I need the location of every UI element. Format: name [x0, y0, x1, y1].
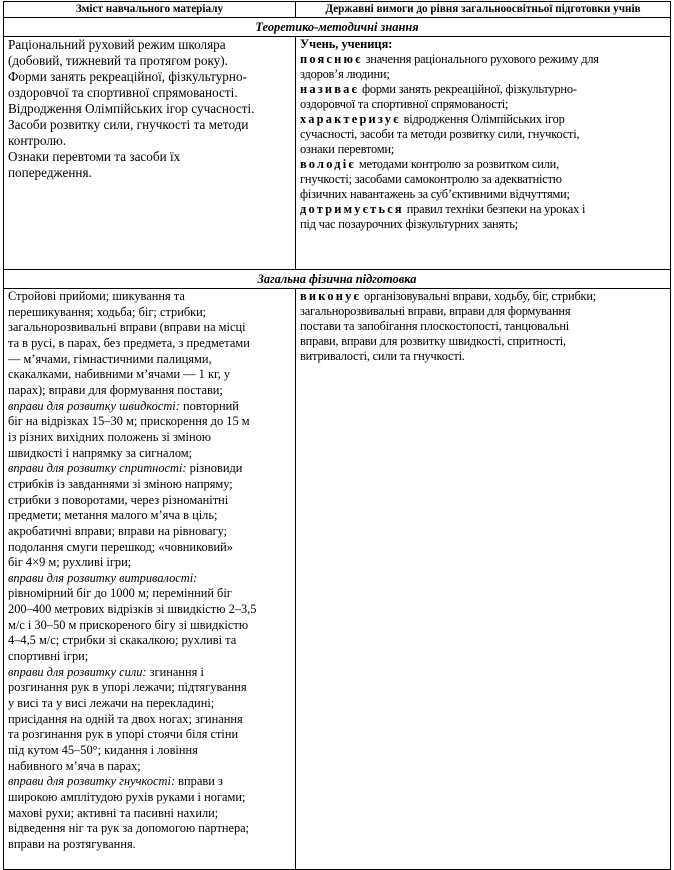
content-text: стрибків із завданнями зі зміною напряму; [8, 476, 233, 491]
section-title-row [4, 270, 671, 289]
content-text: та в русі, в парах, без предмета, з предметами [8, 335, 250, 350]
requirement-line [300, 349, 666, 364]
requirement-text: фізичних навантажень за суб’єктивними відчуттями; [300, 187, 570, 201]
content-text: у висі та у висі лежачи на перекладині; [8, 696, 215, 711]
content-text: широкою амплітудою рухів руками і ногами; [8, 790, 246, 804]
header-requirements-column: Державні вимоги до рівня загальноосвітньої підготовки учнів [296, 2, 671, 18]
content-line: попередження. [8, 165, 92, 180]
requirement-text: відродження Олімпійських ігор [403, 112, 565, 126]
content-line [8, 430, 291, 446]
content-cell-physical [4, 289, 296, 870]
requirement-line [300, 97, 666, 112]
content-line [8, 665, 291, 681]
content-text: стрибки з поворотами, через різноманітні [8, 492, 229, 507]
content-text: 200–400 метрових відрізків зі швидкістю 2–3,5 [8, 602, 257, 617]
requirement-verb: дотримується [300, 202, 404, 216]
requirement-text: під час позаурочних фізкультурних занять; [300, 217, 518, 231]
content-line [8, 461, 291, 477]
header-content-column: Зміст навчального матеріалу [4, 2, 296, 18]
content-line [8, 837, 291, 853]
content-line: контролю. [8, 133, 67, 148]
requirement-lines [300, 289, 666, 364]
content-text: рівномірний біг до 1000 м; перемінний біг [8, 586, 232, 601]
requirement-text: організовувальні вправи, ходьбу, біг, стрибки; [364, 289, 597, 303]
content-line: Форми занять рекреаційної, фізкультурно- [8, 69, 247, 84]
section-title-theory: Теоретико-методичні знання [4, 18, 671, 37]
student-intro: Учень, учениця: [300, 37, 393, 51]
content-line [8, 743, 291, 759]
content-text: спортивні ігри; [8, 649, 89, 664]
content-line [8, 399, 291, 415]
content-text: під кутом 45–50°; кидання і ловіння [8, 743, 198, 758]
content-line [8, 821, 291, 837]
content-line [8, 446, 291, 462]
content-line: оздоровчої та спортивної спрямованості. [8, 85, 238, 100]
content-text: різновиди [186, 461, 243, 476]
content-line [8, 712, 291, 728]
content-line [8, 586, 291, 602]
requirement-verb: називає [300, 82, 360, 96]
content-line [8, 414, 291, 430]
content-text: парах); вправи для формування постави; [8, 382, 223, 397]
content-text: із різних вихідних положень зі зміною [8, 429, 212, 444]
content-text: — м’ячами, гімнастичними палицями, [8, 351, 212, 366]
requirement-text: гнучкості; засобами самоконтролю за адекватністю [300, 172, 562, 186]
content-line: (добовий, тижневий та протягом року). [8, 53, 228, 68]
requirement-line [300, 67, 666, 82]
content-text: розгинання рук в упорі лежачи; підтягування [8, 680, 247, 695]
requirement-text: здоров’я людини; [300, 67, 390, 81]
content-text: вправи з [175, 774, 223, 789]
requirement-line [300, 217, 666, 232]
content-line [8, 633, 291, 649]
content-text: швидкості і напрямку за сигналом; [8, 445, 193, 460]
content-line [8, 540, 291, 556]
requirement-line [300, 289, 666, 304]
requirement-text: оздоровчої та спортивної спрямованості; [300, 97, 509, 111]
requirement-line [300, 202, 666, 217]
content-line [8, 790, 291, 806]
content-line [8, 727, 291, 743]
requirement-verb: виконує [300, 289, 362, 303]
content-text: 4–4,5 м/с; стрибки зі скакалкою; рухливі та [8, 633, 237, 648]
exercise-category: вправи для розвитку витривалості: [8, 570, 198, 585]
requirement-line [300, 127, 666, 142]
requirement-line [300, 82, 666, 97]
content-text: загальнорозвивальні вправи (вправи на місці [8, 320, 246, 335]
requirement-line [300, 52, 666, 67]
content-line: Раціональний руховий режим школяра [8, 37, 226, 52]
content-line [8, 336, 291, 352]
content-line [8, 571, 291, 587]
content-lines [8, 289, 291, 853]
content-text: повторний [179, 398, 239, 413]
content-line: Засоби розвитку сили, гнучкості та методи [8, 117, 249, 132]
requirement-text: загальнорозвивальні вправи, вправи для формування [300, 304, 571, 318]
requirement-text: значення раціонального рухового режиму для [365, 52, 599, 66]
content-text: предмети; метання малого м’яча в ціль; [8, 508, 218, 523]
content-line [8, 774, 291, 790]
content-cell-theory [4, 37, 296, 270]
content-line [8, 383, 291, 399]
requirement-text: правил техніки безпеки на уроках і [406, 202, 586, 216]
content-text: вправи на розтягування. [8, 836, 136, 851]
requirement-text: ознаки перевтоми; [300, 142, 395, 156]
section-title-physical: Загальна фізична підготовка [4, 270, 671, 289]
requirement-lines [300, 52, 666, 232]
content-line [8, 555, 291, 571]
content-line [8, 618, 291, 634]
requirement-line [300, 334, 666, 349]
section-title-row [4, 18, 671, 37]
content-line [8, 649, 291, 665]
content-line [8, 806, 291, 822]
table-row [4, 37, 671, 270]
content-text: згинання і [146, 664, 204, 679]
exercise-category: вправи для розвитку гнучкості: [8, 774, 176, 789]
content-text: подолання смуги перешкод; «човниковий» [8, 539, 233, 554]
content-line [8, 320, 291, 336]
table-row [4, 289, 671, 870]
requirement-line [300, 187, 666, 202]
exercise-category: вправи для розвитку швидкості: [8, 398, 180, 413]
requirement-text: методами контролю за розвитком сили, [358, 157, 559, 171]
requirement-text: форми занять рекреаційної, фізкультурно- [362, 82, 577, 96]
requirements-cell-physical [296, 289, 671, 870]
exercise-category: вправи для розвитку сили: [8, 664, 147, 679]
content-line [8, 759, 291, 775]
content-text: присідання на одній та двох ногах; згинання [8, 711, 243, 726]
content-text: м/с і 30–50 м прискореного бігу зі швидкістю [8, 617, 249, 632]
requirement-line [300, 157, 666, 172]
content-line: Ознаки перевтоми та засоби їх [8, 149, 181, 164]
requirement-text: вправи, вправи для розвитку швидкості, спритності, [300, 334, 566, 348]
requirement-line [300, 319, 666, 334]
content-text: махові рухи; активні та пасивні нахили; [8, 805, 219, 820]
requirement-verb: характеризує [300, 112, 401, 126]
content-text: біг на відрізках 15–30 м; прискорення до 15 м [8, 414, 250, 429]
requirement-line [300, 112, 666, 127]
content-line [8, 289, 291, 305]
content-text: скакалками, набивними м’ячами — 1 кг, у [8, 367, 231, 382]
requirement-line [300, 172, 666, 187]
content-text: біг 4×9 м; рухливі ігри; [8, 555, 132, 570]
content-line [8, 508, 291, 524]
requirement-verb: пояснює [300, 52, 363, 66]
requirement-text: постави та запобігання плоскостопості, танцювальні [300, 319, 570, 333]
content-text: набивного м’яча в парах; [8, 758, 141, 773]
content-line [8, 367, 291, 383]
content-line [8, 680, 291, 696]
content-line [8, 493, 291, 509]
content-line [8, 696, 291, 712]
content-line [8, 524, 291, 540]
requirement-line [300, 304, 666, 319]
content-line: Відродження Олімпійських ігор сучасності. [8, 101, 255, 116]
content-text: перешикування; ходьба; біг; стрибки; [8, 304, 207, 319]
requirements-cell-theory [296, 37, 671, 270]
content-text: Стройові прийоми; шикування та [8, 289, 185, 303]
content-line [8, 352, 291, 368]
content-text: та розгинання рук в упорі стоячи біля стіни [8, 727, 239, 742]
curriculum-table [3, 1, 671, 870]
requirement-text: витривалості, сили та гнучкості. [300, 349, 465, 363]
requirement-text: сучасності, засоби та методи розвитку сили, гнучкості, [300, 127, 580, 141]
exercise-category: вправи для розвитку спритності: [8, 461, 187, 476]
requirement-verb: володіє [300, 157, 356, 171]
requirement-line [300, 142, 666, 157]
content-text: акробатичні вправи; вправи на рівновагу; [8, 523, 228, 538]
content-text: відведення ніг та рук за допомогою партнера; [8, 821, 250, 836]
content-line [8, 305, 291, 321]
content-lines [8, 37, 291, 181]
content-line [8, 602, 291, 618]
table-header-row [4, 2, 671, 18]
content-line [8, 477, 291, 493]
